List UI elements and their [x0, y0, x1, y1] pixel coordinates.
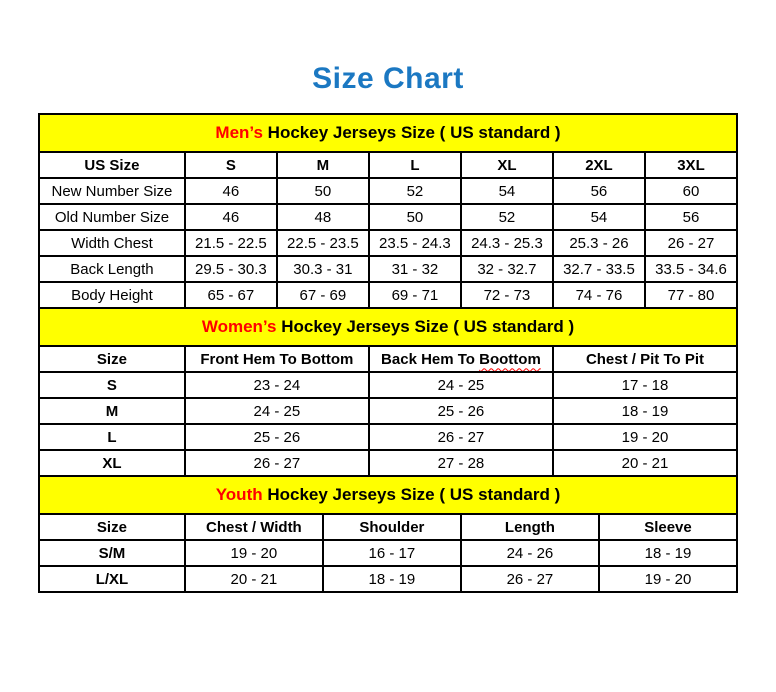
misspelled-word: Boottom — [479, 350, 541, 368]
womens-row-label: M — [39, 398, 185, 424]
mens-size-value: 31 - 32 — [369, 256, 461, 282]
page-title: Size Chart — [312, 62, 464, 95]
mens-size-value: 52 — [369, 178, 461, 204]
youth-size-value: 19 - 20 — [599, 566, 737, 592]
womens-section-heading — [39, 308, 737, 346]
youth-size-value: 16 - 17 — [323, 540, 461, 566]
youth-size-value: 24 - 26 — [461, 540, 599, 566]
mens-size-value: 60 — [645, 178, 737, 204]
mens-column-header-1: S — [185, 152, 277, 178]
mens-size-value: 74 - 76 — [553, 282, 645, 308]
womens-row-label: XL — [39, 450, 185, 476]
mens-size-value: 72 - 73 — [461, 282, 553, 308]
youth-size-value: 19 - 20 — [185, 540, 323, 566]
womens-heading-rest: Hockey Jerseys Size ( US standard ) — [276, 317, 575, 336]
mens-size-value: 65 - 67 — [185, 282, 277, 308]
youth-column-header-1: Chest / Width — [185, 514, 323, 540]
womens-size-table — [38, 307, 738, 477]
mens-size-value: 56 — [645, 204, 737, 230]
youth-size-value: 20 - 21 — [185, 566, 323, 592]
womens-size-value: 26 - 27 — [185, 450, 369, 476]
mens-section-heading — [39, 114, 737, 152]
mens-column-header-4: XL — [461, 152, 553, 178]
mens-size-value: 22.5 - 23.5 — [277, 230, 369, 256]
mens-size-value: 52 — [461, 204, 553, 230]
mens-size-value: 46 — [185, 204, 277, 230]
mens-heading-accent: Men’s — [215, 123, 263, 142]
youth-row-label: L/XL — [39, 566, 185, 592]
mens-size-value: 24.3 - 25.3 — [461, 230, 553, 256]
mens-size-value: 25.3 - 26 — [553, 230, 645, 256]
mens-size-value: 50 — [369, 204, 461, 230]
youth-table-row-0 — [39, 540, 737, 566]
mens-size-value: 67 - 69 — [277, 282, 369, 308]
mens-table-row-1 — [39, 204, 737, 230]
mens-table-row-2 — [39, 230, 737, 256]
mens-size-value: 21.5 - 22.5 — [185, 230, 277, 256]
womens-size-value: 24 - 25 — [369, 372, 553, 398]
mens-size-value: 32.7 - 33.5 — [553, 256, 645, 282]
mens-size-value: 46 — [185, 178, 277, 204]
mens-size-value: 30.3 - 31 — [277, 256, 369, 282]
mens-size-value: 33.5 - 34.6 — [645, 256, 737, 282]
womens-size-value: 19 - 20 — [553, 424, 737, 450]
mens-size-table — [38, 113, 738, 309]
womens-row-label: L — [39, 424, 185, 450]
womens-size-value: 26 - 27 — [369, 424, 553, 450]
youth-heading-accent: Youth — [215, 485, 263, 504]
mens-table-row-3 — [39, 256, 737, 282]
youth-size-value: 18 - 19 — [599, 540, 737, 566]
mens-size-value: 23.5 - 24.3 — [369, 230, 461, 256]
mens-size-value: 77 - 80 — [645, 282, 737, 308]
womens-size-value: 25 - 26 — [185, 424, 369, 450]
womens-size-value: 18 - 19 — [553, 398, 737, 424]
womens-size-value: 23 - 24 — [185, 372, 369, 398]
youth-column-header-2: Shoulder — [323, 514, 461, 540]
youth-section-heading — [39, 476, 737, 514]
mens-size-value: 56 — [553, 178, 645, 204]
mens-column-header-0: US Size — [39, 152, 185, 178]
youth-size-table — [38, 475, 738, 593]
womens-row-label: S — [39, 372, 185, 398]
womens-size-value: 20 - 21 — [553, 450, 737, 476]
mens-size-value: 54 — [553, 204, 645, 230]
mens-size-value: 48 — [277, 204, 369, 230]
youth-row-label: S/M — [39, 540, 185, 566]
mens-row-label: Width Chest — [39, 230, 185, 256]
mens-heading-rest: Hockey Jerseys Size ( US standard ) — [262, 123, 561, 142]
womens-column-header-0: Size — [39, 346, 185, 372]
mens-row-label: New Number Size — [39, 178, 185, 204]
mens-size-value: 26 - 27 — [645, 230, 737, 256]
mens-row-label: Old Number Size — [39, 204, 185, 230]
youth-column-header-4: Sleeve — [599, 514, 737, 540]
mens-column-header-2: M — [277, 152, 369, 178]
mens-size-value: 29.5 - 30.3 — [185, 256, 277, 282]
womens-table-row-3 — [39, 450, 737, 476]
mens-size-value: 50 — [277, 178, 369, 204]
womens-heading-accent: Women’s — [201, 317, 277, 336]
womens-column-header-2: Back Hem To Boottom — [369, 346, 553, 372]
youth-size-value: 26 - 27 — [461, 566, 599, 592]
womens-table-row-1 — [39, 398, 737, 424]
mens-column-header-3: L — [369, 152, 461, 178]
womens-column-header-3: Chest / Pit To Pit — [553, 346, 737, 372]
womens-size-value: 17 - 18 — [553, 372, 737, 398]
mens-size-value: 69 - 71 — [369, 282, 461, 308]
womens-table-row-2 — [39, 424, 737, 450]
mens-column-header-6: 3XL — [645, 152, 737, 178]
youth-size-value: 18 - 19 — [323, 566, 461, 592]
mens-column-header-5: 2XL — [553, 152, 645, 178]
mens-row-label: Back Length — [39, 256, 185, 282]
womens-size-value: 24 - 25 — [185, 398, 369, 424]
youth-table-row-1 — [39, 566, 737, 592]
youth-heading-rest: Hockey Jerseys Size ( US standard ) — [262, 485, 561, 504]
mens-table-row-4 — [39, 282, 737, 308]
youth-column-header-3: Length — [461, 514, 599, 540]
mens-size-value: 54 — [461, 178, 553, 204]
mens-size-value: 32 - 32.7 — [461, 256, 553, 282]
womens-column-header-1: Front Hem To Bottom — [185, 346, 369, 372]
size-tables-container — [38, 113, 738, 593]
mens-table-row-0 — [39, 178, 737, 204]
mens-row-label: Body Height — [39, 282, 185, 308]
youth-column-header-0: Size — [39, 514, 185, 540]
womens-size-value: 25 - 26 — [369, 398, 553, 424]
womens-size-value: 27 - 28 — [369, 450, 553, 476]
womens-table-row-0 — [39, 372, 737, 398]
